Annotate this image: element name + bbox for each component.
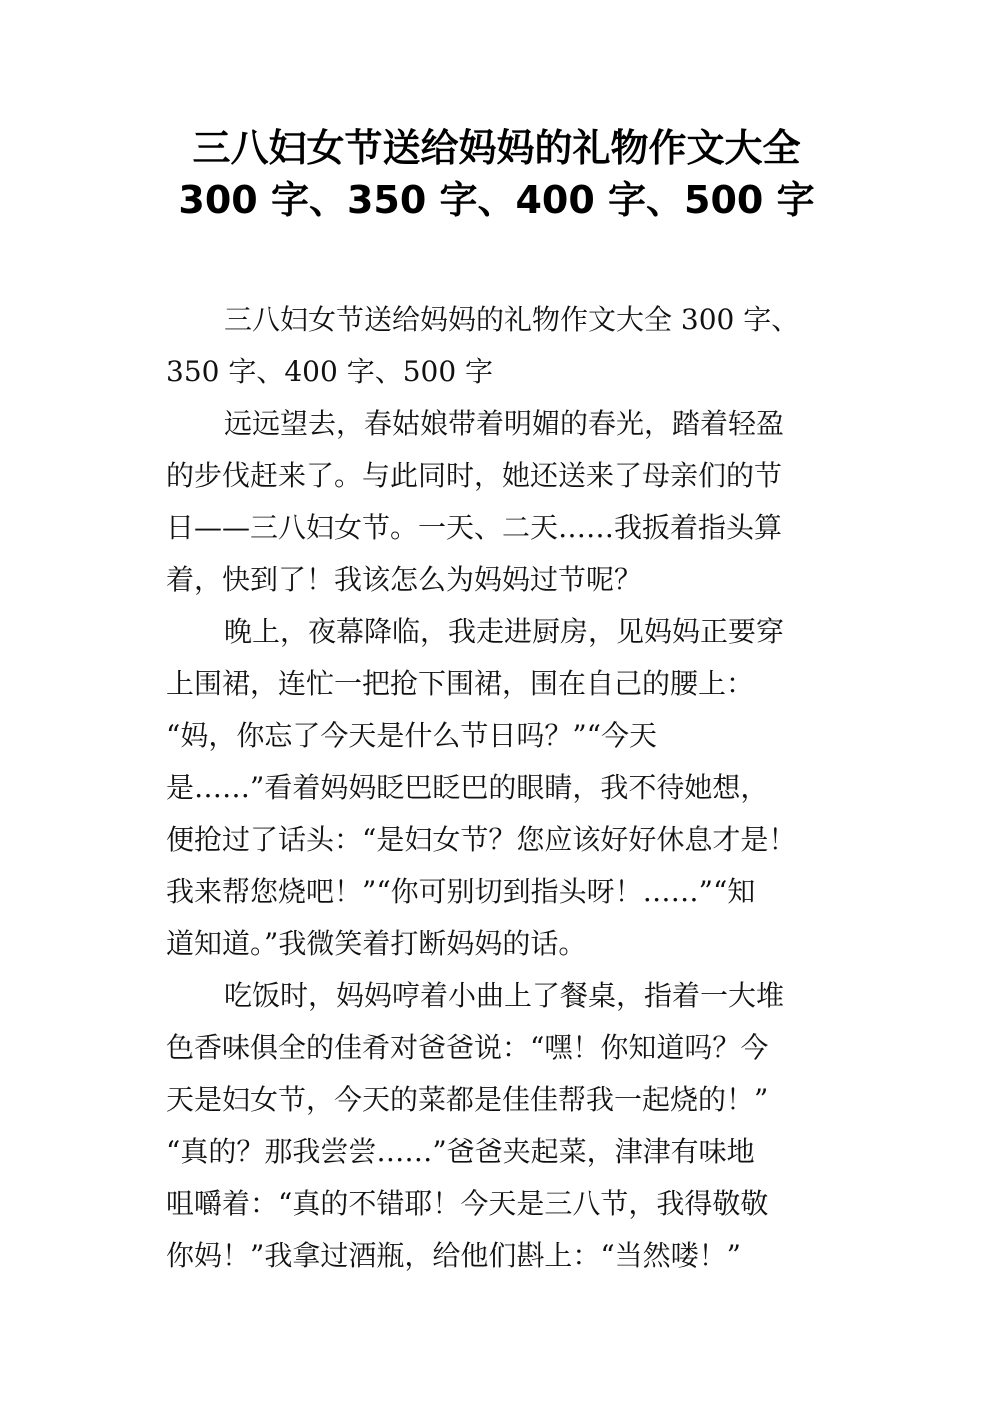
paragraph-line: 着，快到了！我该怎么为妈妈过节呢？ [166,563,643,596]
paragraph-line: 日——三八妇女节。一天、二天……我扳着指头算 [166,511,783,544]
paragraph-line: 天是妇女节，今天的菜都是佳佳帮我一起烧的！” [166,1083,769,1116]
paragraph-line: 是……”看着妈妈眨巴眨巴的眼睛，我不待她想， [166,771,769,804]
paragraph-line: 色香味俱全的佳肴对爸爸说：“嘿！你知道吗？今 [166,1031,769,1064]
paragraph-line: 远远望去，春姑娘带着明媚的春光，踏着轻盈 [224,407,785,440]
paragraph-line: 你妈！”我拿过酒瓶，给他们斟上：“当然喽！” [166,1239,741,1272]
paragraph-line: “真的？那我尝尝……”爸爸夹起菜，津津有味地 [166,1135,755,1168]
paragraph-line: 我来帮您烧吧！”“你可别切到指头呀！……”“知 [166,875,756,908]
paragraph-line: 三八妇女节送给妈妈的礼物作文大全 300 字、 [224,303,800,336]
paragraph-line: 晚上，夜幕降临，我走进厨房，见妈妈正要穿 [224,615,785,648]
document-title-line-2: 300 字、350 字、400 字、500 字 [178,178,815,222]
paragraph-4 [166,970,846,1282]
paragraph-line: 吃饭时，妈妈哼着小曲上了餐桌，指着一大堆 [224,979,785,1012]
document-body [166,294,846,1282]
paragraph-line: 350 字、400 字、500 字 [166,355,494,388]
paragraph-line: 上围裙，连忙一把抢下围裙，围在自己的腰上： [166,667,755,700]
paragraph-line: 的步伐赶来了。与此同时，她还送来了母亲们的节 [166,459,783,492]
paragraph-line: 道知道。”我微笑着打断妈妈的话。 [166,927,587,960]
paragraph-3 [166,606,846,970]
paragraph-2 [166,398,846,606]
paragraph-line: 便抢过了话头：“是妇女节？您应该好好休息才是！ [166,823,797,856]
paragraph-line: “妈，你忘了今天是什么节日吗？”“今天 [166,719,657,752]
paragraph-1 [166,294,846,398]
paragraph-line: 咀嚼着：“真的不错耶！今天是三八节，我得敬敬 [166,1187,769,1220]
document-title-line-1: 三八妇女节送给妈妈的礼物作文大全 [192,126,801,170]
